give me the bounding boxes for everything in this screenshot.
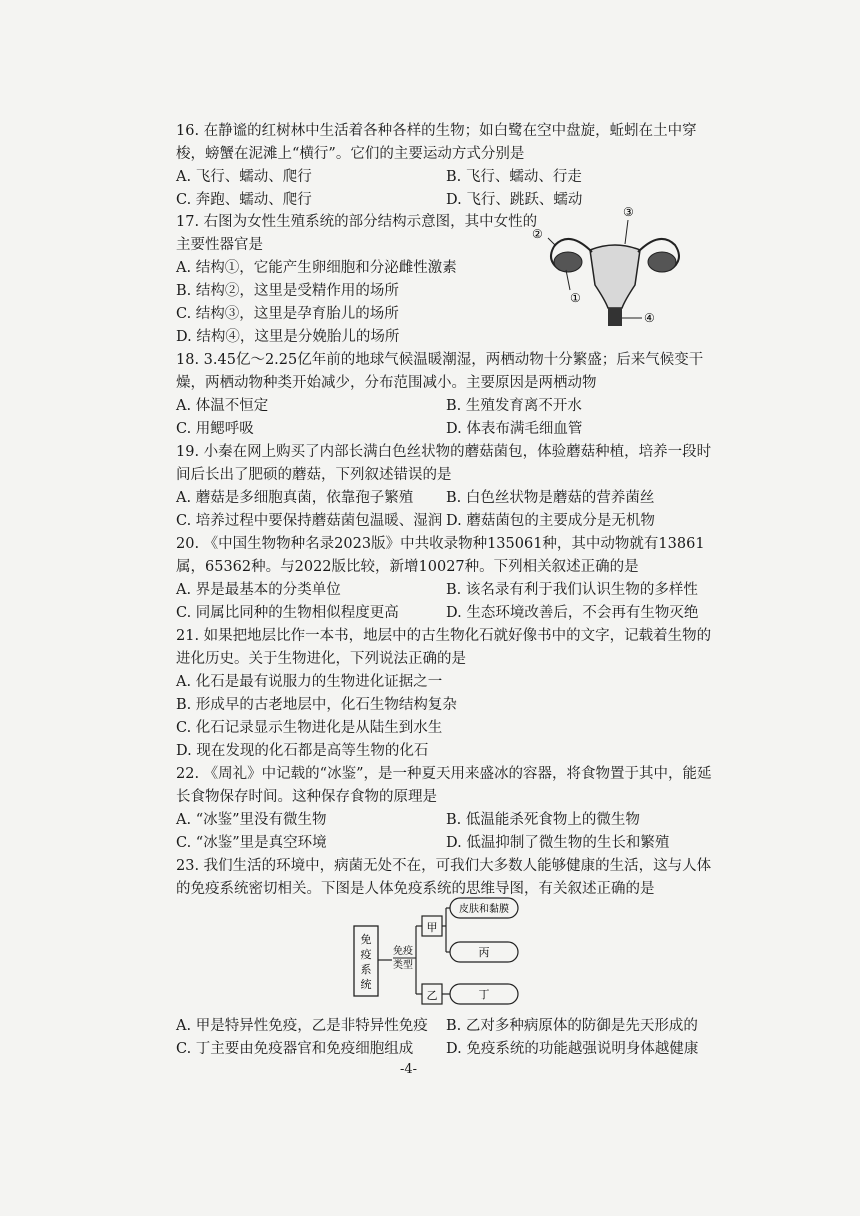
option-d: D. 低温抑制了微生物的生长和繁殖 xyxy=(446,835,670,851)
option-c: C. 丁主要由免疫器官和免疫细胞组成 xyxy=(176,1041,414,1057)
option-a: A. 蘑菇是多细胞真菌，依靠孢子繁殖 xyxy=(176,490,414,506)
node-jia: 甲 xyxy=(426,921,438,934)
option-a: A. 结构①，它能产生卵细胞和分泌雌性激素 xyxy=(176,260,457,276)
question-stem: 23. 我们生活的环境中，病菌无处不在，可我们大多数人能够健康的生活，这与人体的免疫系统密切相关。下图是人体免疫系统的思维导图，有关叙述正确的是 xyxy=(176,858,712,897)
option-d: D. 飞行、跳跃、蠕动 xyxy=(446,192,583,208)
root-char-4: 统 xyxy=(360,978,372,991)
question-22 xyxy=(176,763,716,855)
node-yi: 乙 xyxy=(426,989,438,1002)
root-char-3: 系 xyxy=(360,963,372,976)
option-a: A. “冰鉴”里没有微生物 xyxy=(176,812,327,828)
option-d: D. 结构④，这里是分娩胎儿的场所 xyxy=(176,329,400,345)
option-b: B. 乙对多种病原体的防御是先天形成的 xyxy=(446,1018,698,1034)
question-23-options xyxy=(176,1015,716,1061)
option-b: B. 该名录有利于我们认识生物的多样性 xyxy=(446,582,698,598)
question-18 xyxy=(176,349,716,441)
option-c: C. 同属比同种的生物相似程度更高 xyxy=(176,605,399,621)
branch-label-2: 类型 xyxy=(393,960,413,971)
node-bing: 丙 xyxy=(478,946,490,959)
option-b: B. 白色丝状物是蘑菇的营养菌丝 xyxy=(446,490,655,506)
question-stem: 20. 《中国生物物种名录2023版》中共收录物种135061种，其中动物就有13861属，65362种。与2022版比较，新增10027种。下列相关叙述正确的是 xyxy=(176,536,705,575)
female-reproductive-system-figure xyxy=(530,200,700,330)
page-number: -4- xyxy=(400,1062,418,1077)
option-c: C. “冰鉴”里是真空环境 xyxy=(176,835,327,851)
label-4: ④ xyxy=(644,311,655,325)
option-d: D. 蘑菇菌包的主要成分是无机物 xyxy=(446,513,655,529)
option-a: A. 体温不恒定 xyxy=(176,398,269,414)
option-a: A. 甲是特异性免疫，乙是非特异性免疫 xyxy=(176,1018,428,1034)
question-stem: 17. 右图为女性生殖系统的部分结构示意图，其中女性的主要性器官是 xyxy=(176,214,538,253)
option-c: C. 化石记录显示生物进化是从陆生到水生 xyxy=(176,720,443,736)
option-c: C. 用鳃呼吸 xyxy=(176,421,254,437)
option-d: D. 体表布满毛细血管 xyxy=(446,421,583,437)
right-ovary xyxy=(648,252,676,272)
question-stem: 16. 在静谧的红树林中生活着各种各样的生物；如白鹭在空中盘旋，蚯蚓在土中穿梭，螃蟹在泥滩上“横行”。它们的主要运动方式分别是 xyxy=(176,123,697,162)
option-d: D. 生态环境改善后，不会再有生物灭绝 xyxy=(446,605,699,621)
label-2: ② xyxy=(532,227,543,241)
option-b: B. 结构②，这里是受精作用的场所 xyxy=(176,283,399,299)
question-21 xyxy=(176,625,716,763)
option-c: C. 结构③，这里是孕育胎儿的场所 xyxy=(176,306,399,322)
uterus-shape xyxy=(590,245,640,308)
node-ding: 丁 xyxy=(478,988,490,1001)
vagina-shape xyxy=(608,308,622,326)
label-1: ① xyxy=(570,291,581,305)
option-a: A. 飞行、蠕动、爬行 xyxy=(176,169,312,185)
question-stem: 22. 《周礼》中记载的“冰鉴”，是一种夏天用来盛冰的容器，将食物置于其中，能延长食物保存时间。这种保存食物的原理是 xyxy=(176,766,712,805)
option-b: B. 形成早的古老地层中，化石生物结构复杂 xyxy=(176,697,457,713)
question-23 xyxy=(176,855,716,901)
option-a: A. 化石是最有说服力的生物进化证据之一 xyxy=(176,674,443,690)
option-d: D. 免疫系统的功能越强说明身体越健康 xyxy=(446,1041,699,1057)
root-char-1: 免 xyxy=(360,933,372,946)
question-stem: 21. 如果把地层比作一本书，地层中的古生物化石就好像书中的文字，记载着生物的进化历史。关于生物进化，下列说法正确的是 xyxy=(176,628,712,667)
option-c: C. 奔跑、蠕动、爬行 xyxy=(176,192,312,208)
left-ovary xyxy=(554,252,582,272)
option-c: C. 培养过程中要保持蘑菇菌包温暖、湿润 xyxy=(176,513,443,529)
question-stem: 19. 小秦在网上购买了内部长满白色丝状物的蘑菇菌包，体验蘑菇种植，培养一段时间后长出了肥硕的蘑菇，下列叙述错误的是 xyxy=(176,444,712,483)
question-19 xyxy=(176,441,716,533)
option-a: A. 界是最基本的分类单位 xyxy=(176,582,341,598)
question-16 xyxy=(176,120,716,212)
question-stem: 18. 3.45亿～2.25亿年前的地球气候温暖潮湿，两栖动物十分繁盛；后来气候变干燥，两栖动物种类开始减少，分布范围减小。主要原因是两栖动物 xyxy=(176,352,704,391)
option-b: B. 生殖发育离不开水 xyxy=(446,398,582,414)
branch-label-1: 免疫 xyxy=(393,946,413,957)
option-b: B. 飞行、蠕动、行走 xyxy=(446,169,582,185)
node-skin: 皮肤和黏膜 xyxy=(459,904,509,915)
option-d: D. 现在发现的化石都是高等生物的化石 xyxy=(176,743,429,759)
root-char-2: 疫 xyxy=(360,948,372,961)
question-20 xyxy=(176,533,716,625)
option-b: B. 低温能杀死食物上的微生物 xyxy=(446,812,640,828)
immune-system-mindmap xyxy=(346,896,526,1014)
question-17 xyxy=(176,211,546,349)
label-3: ③ xyxy=(623,205,634,219)
